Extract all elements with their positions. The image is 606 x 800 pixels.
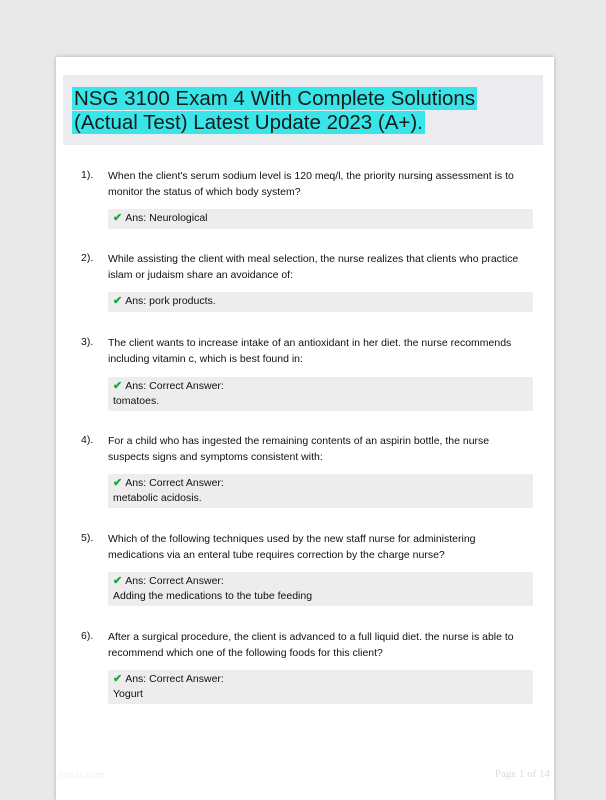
question-number: 4).: [81, 434, 94, 446]
title-line-1: NSG 3100 Exam 4 With Complete Solutions: [74, 87, 476, 110]
answer-label: Ans: Correct Answer:: [125, 380, 224, 392]
answer-box: [108, 377, 533, 411]
answer-box: [108, 474, 533, 508]
answer-box: [108, 209, 533, 229]
question-number: 3).: [81, 336, 94, 348]
check-icon: ✔: [113, 477, 123, 489]
question-number: 2).: [81, 252, 94, 264]
answer-label: Ans: pork products.: [125, 295, 216, 307]
answer-label: Ans: Correct Answer:: [125, 673, 224, 685]
check-icon: ✔: [113, 575, 123, 587]
answer-text: tomatoes.: [113, 395, 160, 407]
question-text: Which of the following techniques used by the new staff nurse for administering medications via an enteral tube requires correction by the charge nurse?: [108, 533, 476, 561]
answer-box: [108, 670, 533, 704]
answer-text: metabolic acidosis.: [113, 492, 202, 504]
question-text: The client wants to increase intake of an antioxidant in her diet. the nurse recommends including vitamin c, which is best found in:: [108, 337, 512, 365]
question-number: 1).: [81, 169, 94, 181]
answer-box: [108, 572, 533, 606]
question-text: When the client's serum sodium level is 120 meq/l, the priority nursing assessment is to monitor the status of which body system?: [108, 170, 514, 198]
page-number: Page 1 of 14: [494, 768, 550, 780]
answer-box: [108, 292, 533, 312]
answer-label: Ans: Neurological: [125, 212, 208, 224]
answer-label: Ans: Correct Answer:: [125, 477, 224, 489]
question-text: After a surgical procedure, the client is advanced to a full liquid diet. the nurse is able to recommend which one of the following foods for this client?: [108, 631, 514, 659]
check-icon: ✔: [113, 295, 123, 307]
check-icon: ✔: [113, 380, 123, 392]
question-number: 5).: [81, 532, 94, 544]
check-icon: ✔: [113, 673, 123, 685]
answer-text: Adding the medications to the tube feeding: [113, 590, 313, 602]
page-title: [72, 87, 477, 135]
title-box: [63, 75, 543, 145]
answer-label: Ans: Correct Answer:: [125, 575, 224, 587]
document-page: [56, 57, 554, 800]
answer-text: Yogurt: [113, 688, 143, 700]
question-text: For a child who has ingested the remaining contents of an aspirin bottle, the nurse suspects signs and symptoms consistent with:: [108, 435, 490, 463]
check-icon: ✔: [113, 212, 123, 224]
question-text: While assisting the client with meal selection, the nurse realizes that clients who practice islam or judaism share an avoidance of:: [108, 253, 519, 281]
title-line-2: (Actual Test) Latest Update 2023 (A+).: [74, 111, 423, 134]
question-number: 6).: [81, 630, 94, 642]
footer-watermark: Stuvia.com: [58, 770, 104, 781]
